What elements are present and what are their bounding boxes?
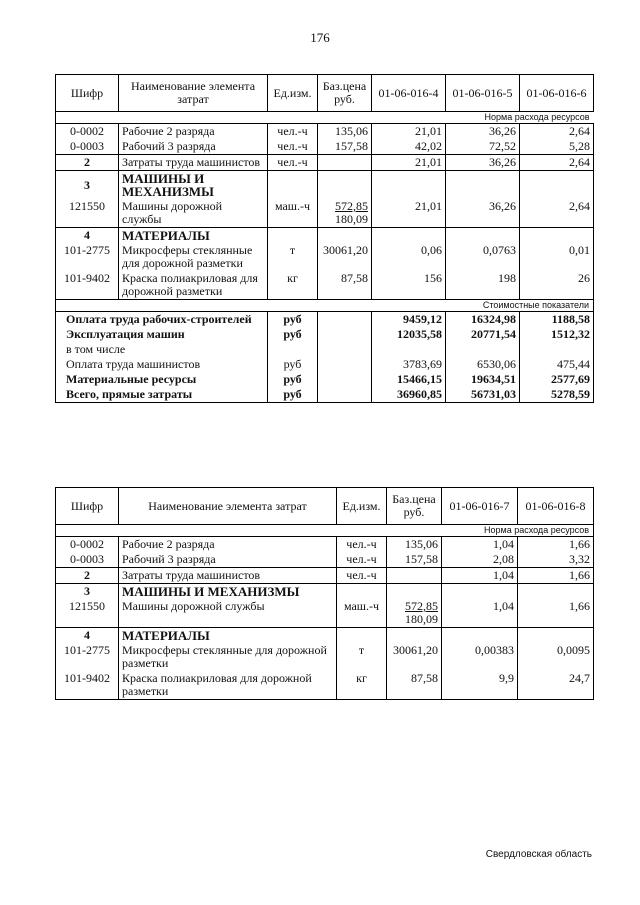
cost-row <box>56 372 594 387</box>
row-value: 2,64 <box>520 124 594 140</box>
cost-value: 1188,58 <box>520 312 594 328</box>
row-value: 2,08 <box>442 552 518 568</box>
row-unit: маш.-ч <box>268 199 318 228</box>
header-unit: Ед.изм. <box>268 75 318 112</box>
note-row <box>56 112 594 124</box>
row-value <box>518 628 594 644</box>
row-value <box>518 584 594 600</box>
row-value: 198 <box>446 271 520 300</box>
row-code: 101-9402 <box>56 671 119 700</box>
row-price <box>318 357 372 372</box>
row-code: 4 <box>56 628 119 644</box>
row-price: 30061,20 <box>318 243 372 271</box>
row-price: 87,58 <box>387 671 442 700</box>
row-value <box>446 171 520 200</box>
cost-unit: руб <box>268 327 318 342</box>
table-row <box>56 124 594 140</box>
row-code: 101-2775 <box>56 643 119 671</box>
table-header-row <box>56 488 594 525</box>
note-row <box>56 525 594 537</box>
row-price <box>318 387 372 403</box>
cost-unit: руб <box>268 387 318 403</box>
row-code: 4 <box>56 228 119 244</box>
price-denominator: 180,09 <box>335 212 368 226</box>
resource-table-1 <box>55 74 594 403</box>
row-value: 36,26 <box>446 199 520 228</box>
cost-value: 6530,06 <box>446 357 520 372</box>
table-row <box>56 139 594 155</box>
row-value <box>442 584 518 600</box>
cost-value: 20771,54 <box>446 327 520 342</box>
row-price: 135,06 <box>318 124 372 140</box>
cost-name: Оплата труда рабочих-строителей <box>56 312 268 328</box>
row-unit: маш.-ч <box>337 599 387 628</box>
row-name: Микросферы стеклянные для дорожной разметки <box>119 643 337 671</box>
table-row <box>56 155 594 171</box>
row-value: 0,06 <box>372 243 446 271</box>
cost-value <box>520 342 594 357</box>
row-value: 36,26 <box>446 155 520 171</box>
cost-value: 15466,15 <box>372 372 446 387</box>
row-value: 1,66 <box>518 568 594 584</box>
cost-unit: руб <box>268 357 318 372</box>
row-name: Машины дорожной службы <box>119 599 337 628</box>
price-denominator: 180,09 <box>405 612 438 626</box>
cost-value: 2577,69 <box>520 372 594 387</box>
row-price: 157,58 <box>318 139 372 155</box>
row-unit: кг <box>337 671 387 700</box>
row-value: 21,01 <box>372 155 446 171</box>
row-code: 0-0002 <box>56 537 119 553</box>
section-title: МАШИНЫ И МЕХАНИЗМЫ <box>119 171 268 200</box>
header-name: Наименование элемента затрат <box>119 488 337 525</box>
table-row <box>56 552 594 568</box>
header-price: Баз.цена руб. <box>318 75 372 112</box>
section-title: МАШИНЫ И МЕХАНИЗМЫ <box>119 584 337 600</box>
row-value <box>372 228 446 244</box>
row-unit <box>337 628 387 644</box>
row-value: 0,0095 <box>518 643 594 671</box>
cost-row <box>56 357 594 372</box>
table-row <box>56 628 594 644</box>
cost-value <box>372 342 446 357</box>
row-price <box>318 327 372 342</box>
row-price: 30061,20 <box>387 643 442 671</box>
row-value: 0,00383 <box>442 643 518 671</box>
header-unit: Ед.изм. <box>337 488 387 525</box>
header-col-2: 01-06-016-8 <box>518 488 594 525</box>
row-value: 36,26 <box>446 124 520 140</box>
cost-value: 16324,98 <box>446 312 520 328</box>
cost-row <box>56 387 594 403</box>
row-value: 2,64 <box>520 155 594 171</box>
row-unit <box>268 228 318 244</box>
norm-note: Норма расхода ресурсов <box>56 525 594 537</box>
table-row <box>56 537 594 553</box>
table-row <box>56 671 594 700</box>
row-value: 3,32 <box>518 552 594 568</box>
page-number: 176 <box>310 30 330 45</box>
row-value: 42,02 <box>372 139 446 155</box>
header-name: Наименование элемента затрат <box>119 75 268 112</box>
cost-name: в том числе <box>56 342 268 357</box>
price-numerator: 572,85 <box>335 199 368 213</box>
row-price <box>318 171 372 200</box>
row-value: 0,01 <box>520 243 594 271</box>
row-unit: чел.-ч <box>337 552 387 568</box>
row-unit: кг <box>268 271 318 300</box>
row-unit <box>337 584 387 600</box>
cost-name: Материальные ресурсы <box>56 372 268 387</box>
row-price: 157,58 <box>387 552 442 568</box>
header-col-1: 01-06-016-7 <box>442 488 518 525</box>
row-value: 1,04 <box>442 537 518 553</box>
row-name: Затраты труда машинистов <box>119 155 268 171</box>
header-col-2: 01-06-016-5 <box>446 75 520 112</box>
row-unit: чел.-ч <box>337 537 387 553</box>
row-unit: чел.-ч <box>268 155 318 171</box>
table-row <box>56 599 594 628</box>
row-value <box>372 171 446 200</box>
header-col-3: 01-06-016-6 <box>520 75 594 112</box>
table-row <box>56 243 594 271</box>
table-row <box>56 171 594 200</box>
row-value <box>520 171 594 200</box>
row-value: 9,9 <box>442 671 518 700</box>
row-value: 1,66 <box>518 599 594 628</box>
row-name: Краска полиакриловая для дорожной разметки <box>119 671 337 700</box>
cost-value: 1512,32 <box>520 327 594 342</box>
row-unit: чел.-ч <box>337 568 387 584</box>
row-code: 121550 <box>56 199 119 228</box>
row-name: Рабочие 2 разряда <box>119 124 268 140</box>
table-row <box>56 643 594 671</box>
cost-value: 3783,69 <box>372 357 446 372</box>
region-footer: Свердловская область <box>485 849 592 860</box>
table-row <box>56 568 594 584</box>
cost-value: 12035,58 <box>372 327 446 342</box>
row-value: 156 <box>372 271 446 300</box>
row-unit: т <box>268 243 318 271</box>
cost-unit <box>268 342 318 357</box>
row-name: Машины дорожной службы <box>119 199 268 228</box>
table-row <box>56 199 594 228</box>
row-value: 21,01 <box>372 199 446 228</box>
row-price <box>318 155 372 171</box>
row-price <box>318 372 372 387</box>
row-name: Затраты труда машинистов <box>119 568 337 584</box>
row-code: 2 <box>56 568 119 584</box>
cost-unit: руб <box>268 312 318 328</box>
row-value <box>442 628 518 644</box>
row-value: 21,01 <box>372 124 446 140</box>
row-price <box>387 584 442 600</box>
row-code: 3 <box>56 171 119 200</box>
row-value <box>520 228 594 244</box>
row-value: 24,7 <box>518 671 594 700</box>
row-price <box>318 312 372 328</box>
row-code: 101-9402 <box>56 271 119 300</box>
table-row <box>56 584 594 600</box>
cost-value: 475,44 <box>520 357 594 372</box>
section-title: МАТЕРИАЛЫ <box>119 228 268 244</box>
row-name: Рабочие 2 разряда <box>119 537 337 553</box>
row-code: 121550 <box>56 599 119 628</box>
header-price: Баз.цена руб. <box>387 488 442 525</box>
header-code: Шифр <box>56 488 119 525</box>
row-name: Краска полиакриловая для дорожной разметки <box>119 271 268 300</box>
section-title: МАТЕРИАЛЫ <box>119 628 337 644</box>
row-price <box>387 568 442 584</box>
row-unit: чел.-ч <box>268 139 318 155</box>
row-value: 1,66 <box>518 537 594 553</box>
row-code: 0-0003 <box>56 552 119 568</box>
row-name: Рабочий 3 разряда <box>119 139 268 155</box>
row-price <box>387 628 442 644</box>
header-col-1: 01-06-016-4 <box>372 75 446 112</box>
row-price <box>318 342 372 357</box>
row-value: 72,52 <box>446 139 520 155</box>
row-name: Микросферы стеклянные для дорожной разметки <box>119 243 268 271</box>
row-unit: т <box>337 643 387 671</box>
row-code: 101-2775 <box>56 243 119 271</box>
row-value <box>446 228 520 244</box>
cost-value <box>446 342 520 357</box>
row-unit <box>268 171 318 200</box>
cost-name: Оплата труда машинистов <box>56 357 268 372</box>
table-header-row <box>56 75 594 112</box>
cost-value: 56731,03 <box>446 387 520 403</box>
cost-row <box>56 327 594 342</box>
row-code: 3 <box>56 584 119 600</box>
row-value: 26 <box>520 271 594 300</box>
row-value: 5,28 <box>520 139 594 155</box>
row-price: 87,58 <box>318 271 372 300</box>
cost-unit: руб <box>268 372 318 387</box>
row-value: 2,64 <box>520 199 594 228</box>
cost-value: 5278,59 <box>520 387 594 403</box>
cost-row <box>56 342 594 357</box>
table-row <box>56 228 594 244</box>
cost-row <box>56 312 594 328</box>
row-name: Рабочий 3 разряда <box>119 552 337 568</box>
cost-name: Всего, прямые затраты <box>56 387 268 403</box>
note-row <box>56 300 594 312</box>
header-code: Шифр <box>56 75 119 112</box>
row-code: 2 <box>56 155 119 171</box>
row-value: 0,0763 <box>446 243 520 271</box>
row-value: 1,04 <box>442 599 518 628</box>
row-code: 0-0002 <box>56 124 119 140</box>
row-price <box>318 199 372 228</box>
row-price <box>318 228 372 244</box>
row-value: 1,04 <box>442 568 518 584</box>
cost-value: 9459,12 <box>372 312 446 328</box>
row-code: 0-0003 <box>56 139 119 155</box>
cost-name: Эксплуатация машин <box>56 327 268 342</box>
resource-table-2 <box>55 487 594 700</box>
cost-value: 36960,85 <box>372 387 446 403</box>
price-numerator: 572,85 <box>405 599 438 613</box>
cost-note: Стоимостные показатели <box>56 300 594 312</box>
row-unit: чел.-ч <box>268 124 318 140</box>
norm-note: Норма расхода ресурсов <box>56 112 594 124</box>
cost-value: 19634,51 <box>446 372 520 387</box>
row-price <box>387 599 442 628</box>
table-row <box>56 271 594 300</box>
row-price: 135,06 <box>387 537 442 553</box>
